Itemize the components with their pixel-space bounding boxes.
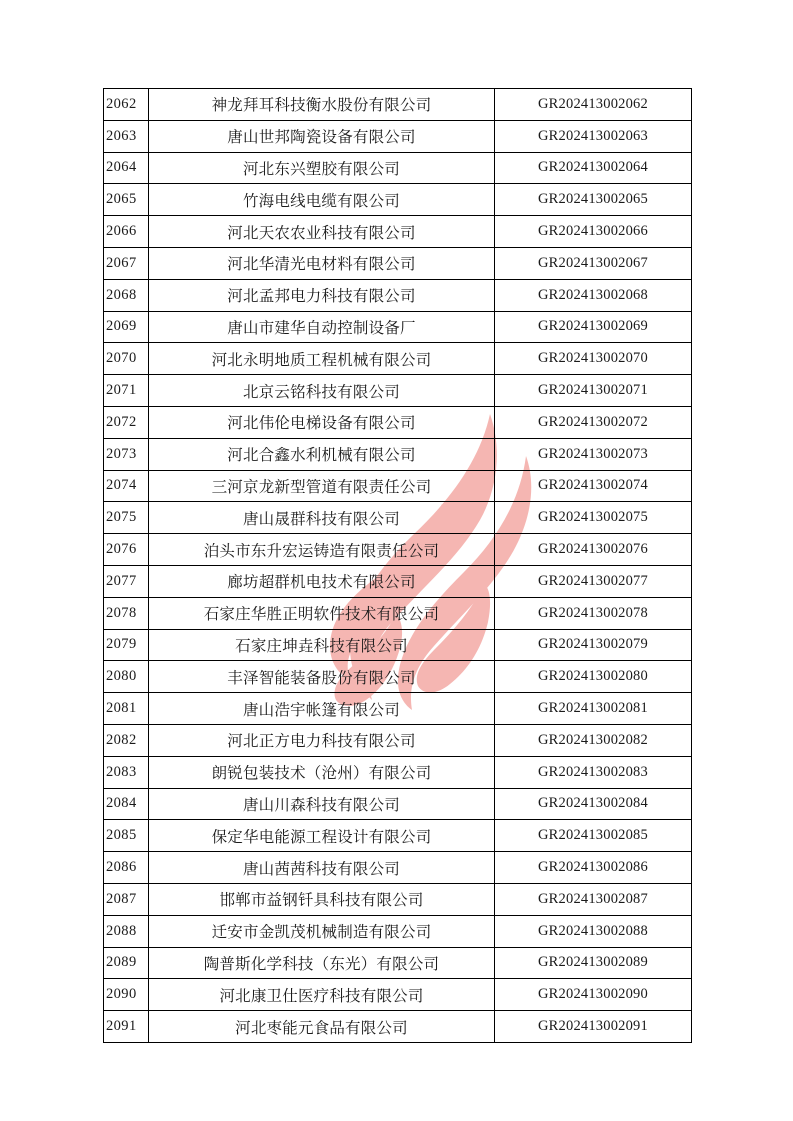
table-row <box>104 311 692 343</box>
table-row <box>104 947 692 979</box>
company-name-cell: 陶普斯化学科技（东光）有限公司 <box>149 947 495 979</box>
certificate-code-cell: GR202413002067 <box>495 247 692 279</box>
company-name-cell: 唐山世邦陶瓷设备有限公司 <box>149 120 495 152</box>
table-row <box>104 597 692 629</box>
certificate-code-cell: GR202413002063 <box>495 120 692 152</box>
row-index-cell: 2085 <box>104 820 149 852</box>
certificate-code-cell: GR202413002086 <box>495 852 692 884</box>
row-index-cell: 2076 <box>104 534 149 566</box>
certificate-code-cell: GR202413002068 <box>495 279 692 311</box>
company-table-container <box>103 88 691 1043</box>
certificate-code-cell: GR202413002066 <box>495 216 692 248</box>
certificate-code-cell: GR202413002087 <box>495 883 692 915</box>
table-row <box>104 216 692 248</box>
table-row <box>104 247 692 279</box>
row-index-cell: 2082 <box>104 724 149 756</box>
certificate-code-cell: GR202413002079 <box>495 629 692 661</box>
company-name-cell: 竹海电线电缆有限公司 <box>149 184 495 216</box>
table-row <box>104 979 692 1011</box>
row-index-cell: 2069 <box>104 311 149 343</box>
approved-companies-table <box>103 88 692 1043</box>
table-row <box>104 534 692 566</box>
certificate-code-cell: GR202413002083 <box>495 756 692 788</box>
row-index-cell: 2087 <box>104 883 149 915</box>
table-row <box>104 629 692 661</box>
company-name-cell: 河北华清光电材料有限公司 <box>149 247 495 279</box>
table-row <box>104 883 692 915</box>
company-name-cell: 三河京龙新型管道有限责任公司 <box>149 470 495 502</box>
certificate-code-cell: GR202413002084 <box>495 788 692 820</box>
company-name-cell: 河北永明地质工程机械有限公司 <box>149 343 495 375</box>
certificate-code-cell: GR202413002074 <box>495 470 692 502</box>
certificate-code-cell: GR202413002076 <box>495 534 692 566</box>
row-index-cell: 2070 <box>104 343 149 375</box>
company-name-cell: 保定华电能源工程设计有限公司 <box>149 820 495 852</box>
row-index-cell: 2062 <box>104 89 149 121</box>
table-row <box>104 565 692 597</box>
row-index-cell: 2078 <box>104 597 149 629</box>
row-index-cell: 2066 <box>104 216 149 248</box>
row-index-cell: 2083 <box>104 756 149 788</box>
row-index-cell: 2065 <box>104 184 149 216</box>
row-index-cell: 2064 <box>104 152 149 184</box>
company-name-cell: 廊坊超群机电技术有限公司 <box>149 565 495 597</box>
row-index-cell: 2091 <box>104 1011 149 1043</box>
table-row <box>104 788 692 820</box>
table-row <box>104 502 692 534</box>
row-index-cell: 2090 <box>104 979 149 1011</box>
company-name-cell: 河北康卫仕医疗科技有限公司 <box>149 979 495 1011</box>
certificate-code-cell: GR202413002075 <box>495 502 692 534</box>
certificate-code-cell: GR202413002070 <box>495 343 692 375</box>
table-row <box>104 184 692 216</box>
company-name-cell: 迁安市金凯茂机械制造有限公司 <box>149 915 495 947</box>
table-row <box>104 724 692 756</box>
table-row <box>104 915 692 947</box>
certificate-code-cell: GR202413002077 <box>495 565 692 597</box>
table-row <box>104 89 692 121</box>
certificate-code-cell: GR202413002088 <box>495 915 692 947</box>
company-name-cell: 河北枣能元食品有限公司 <box>149 1011 495 1043</box>
certificate-code-cell: GR202413002091 <box>495 1011 692 1043</box>
company-name-cell: 唐山晟群科技有限公司 <box>149 502 495 534</box>
company-name-cell: 丰泽智能装备股份有限公司 <box>149 661 495 693</box>
certificate-code-cell: GR202413002085 <box>495 820 692 852</box>
table-row <box>104 406 692 438</box>
company-name-cell: 河北东兴塑胶有限公司 <box>149 152 495 184</box>
row-index-cell: 2080 <box>104 661 149 693</box>
table-row <box>104 661 692 693</box>
certificate-code-cell: GR202413002090 <box>495 979 692 1011</box>
certificate-code-cell: GR202413002069 <box>495 311 692 343</box>
table-row <box>104 756 692 788</box>
company-name-cell: 唐山茜茜科技有限公司 <box>149 852 495 884</box>
row-index-cell: 2088 <box>104 915 149 947</box>
row-index-cell: 2079 <box>104 629 149 661</box>
table-row <box>104 120 692 152</box>
row-index-cell: 2067 <box>104 247 149 279</box>
certificate-code-cell: GR202413002062 <box>495 89 692 121</box>
certificate-code-cell: GR202413002080 <box>495 661 692 693</box>
company-name-cell: 河北合鑫水利机械有限公司 <box>149 438 495 470</box>
certificate-code-cell: GR202413002065 <box>495 184 692 216</box>
table-row <box>104 1011 692 1043</box>
certificate-code-cell: GR202413002081 <box>495 693 692 725</box>
row-index-cell: 2075 <box>104 502 149 534</box>
table-row <box>104 693 692 725</box>
table-row <box>104 852 692 884</box>
table-row <box>104 820 692 852</box>
table-row <box>104 279 692 311</box>
company-name-cell: 河北伟伦电梯设备有限公司 <box>149 406 495 438</box>
row-index-cell: 2077 <box>104 565 149 597</box>
table-body <box>104 89 692 1043</box>
company-name-cell: 邯郸市益钢钎具科技有限公司 <box>149 883 495 915</box>
row-index-cell: 2081 <box>104 693 149 725</box>
certificate-code-cell: GR202413002071 <box>495 375 692 407</box>
row-index-cell: 2089 <box>104 947 149 979</box>
company-name-cell: 河北天农农业科技有限公司 <box>149 216 495 248</box>
table-row <box>104 470 692 502</box>
company-name-cell: 泊头市东升宏运铸造有限责任公司 <box>149 534 495 566</box>
certificate-code-cell: GR202413002064 <box>495 152 692 184</box>
company-name-cell: 唐山浩宇帐篷有限公司 <box>149 693 495 725</box>
company-name-cell: 唐山川森科技有限公司 <box>149 788 495 820</box>
row-index-cell: 2084 <box>104 788 149 820</box>
certificate-code-cell: GR202413002089 <box>495 947 692 979</box>
company-name-cell: 朗锐包装技术（沧州）有限公司 <box>149 756 495 788</box>
row-index-cell: 2086 <box>104 852 149 884</box>
certificate-code-cell: GR202413002082 <box>495 724 692 756</box>
company-name-cell: 唐山市建华自动控制设备厂 <box>149 311 495 343</box>
table-row <box>104 343 692 375</box>
table-row <box>104 438 692 470</box>
company-name-cell: 河北孟邦电力科技有限公司 <box>149 279 495 311</box>
table-row <box>104 375 692 407</box>
certificate-code-cell: GR202413002073 <box>495 438 692 470</box>
table-row <box>104 152 692 184</box>
row-index-cell: 2073 <box>104 438 149 470</box>
row-index-cell: 2068 <box>104 279 149 311</box>
row-index-cell: 2071 <box>104 375 149 407</box>
certificate-code-cell: GR202413002078 <box>495 597 692 629</box>
company-name-cell: 神龙拜耳科技衡水股份有限公司 <box>149 89 495 121</box>
certificate-code-cell: GR202413002072 <box>495 406 692 438</box>
company-name-cell: 石家庄华胜正明软件技术有限公司 <box>149 597 495 629</box>
company-name-cell: 石家庄坤垚科技有限公司 <box>149 629 495 661</box>
row-index-cell: 2063 <box>104 120 149 152</box>
row-index-cell: 2072 <box>104 406 149 438</box>
row-index-cell: 2074 <box>104 470 149 502</box>
company-name-cell: 北京云铭科技有限公司 <box>149 375 495 407</box>
company-name-cell: 河北正方电力科技有限公司 <box>149 724 495 756</box>
